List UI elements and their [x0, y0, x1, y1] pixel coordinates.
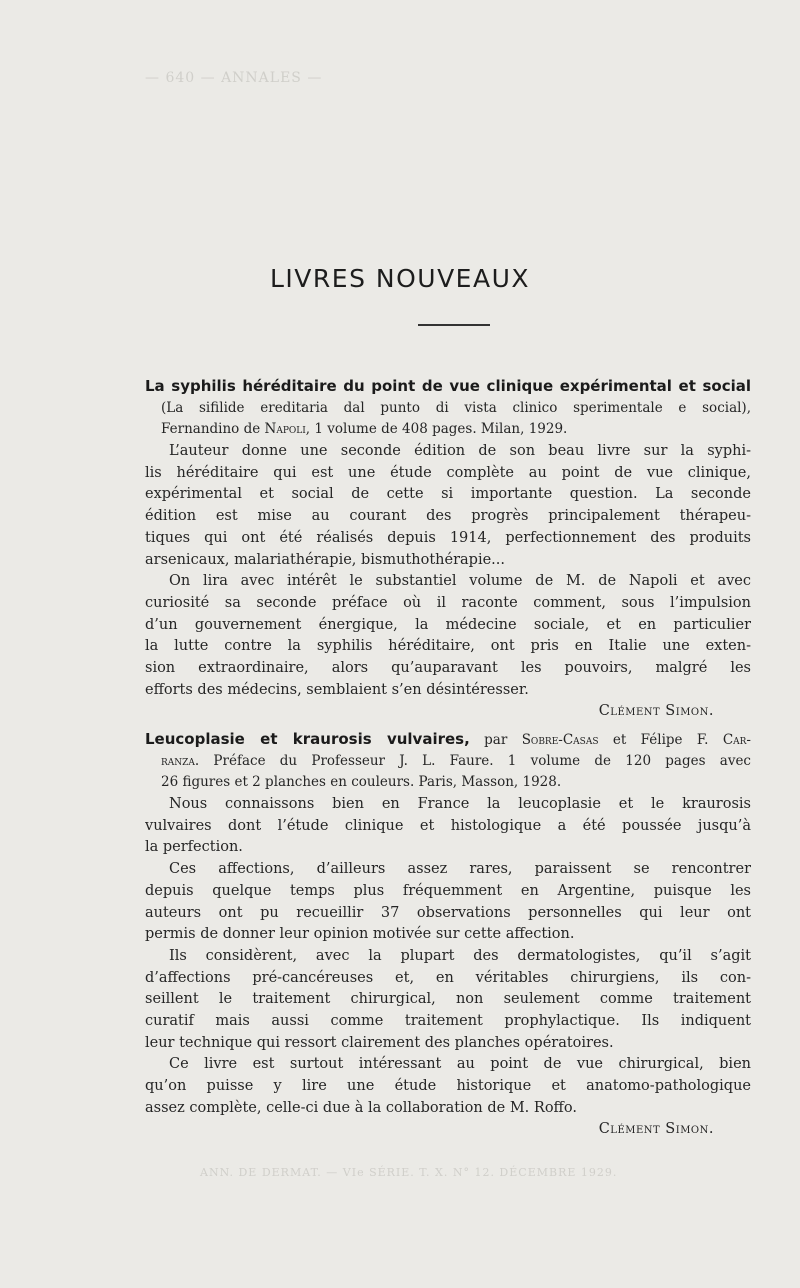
review1-line: sion extraordinaire, alors qu’auparavant les pouvoirs, malgré les — [145, 659, 751, 676]
review2-line: Ces affections, d’ailleurs assez rares, paraissent se rencontrer — [169, 861, 751, 878]
review2-line: seillent le traitement chirurgical, non seulement comme traitement — [145, 991, 751, 1008]
review2-author1: Sobre-Casas — [521, 732, 599, 748]
review2-ref-line3: 26 figures et 2 planches en couleurs. Paris, Masson, 1928. — [161, 774, 562, 791]
reviews — [145, 376, 751, 1141]
section-heading: LIVRES NOUVEAUX — [270, 264, 530, 293]
show-through-footer: ANN. DE DERMAT. — VIe SÉRIE. T. X. N° 12. DÉCEMBRE 1929. — [200, 1166, 618, 1179]
review2-line: leur technique qui ressort clairement des planches opératoires. — [145, 1034, 614, 1051]
review1-line: efforts des médecins, semblaient s’en désintéresser. — [145, 681, 529, 698]
review2-line: assez complète, celle-ci due à la collaboration de M. Roffo. — [145, 1099, 577, 1116]
review2-line: la perfection. — [145, 839, 243, 856]
review1-line: tiques qui ont été réalisés depuis 1914, perfectionnement des produits — [145, 529, 751, 546]
review1-line: édition est mise au courant des progrès principalement thérapeu- — [145, 508, 751, 525]
review1-ref-line2: Fernandino de Napoli, 1 volume de 408 pages. Milan, 1929. — [161, 421, 568, 438]
review1-signature: Clément Simon. — [598, 703, 714, 720]
review2-line: Ils considèrent, avec la plupart des dermatologistes, qu’il s’agit — [169, 947, 751, 964]
review1-line: lis héréditaire qui est une étude complète au point de vue clinique, — [145, 464, 751, 481]
review1-line: curiosité sa seconde préface où il raconte comment, sous l’impulsion — [145, 594, 751, 611]
review1-ref-line1: (La sifilide ereditaria dal punto di vista clinico sperimentale e social), — [161, 399, 751, 416]
review1-title: La syphilis héréditaire du point de vue clinique expérimental et social — [145, 377, 751, 395]
review2-line: qu’on puisse y lire une étude historique et anatomo-pathologique — [145, 1078, 751, 1094]
review2-line: vulvaires dont l’étude clinique et histologique a été poussée jusqu’à — [145, 817, 751, 834]
heading-rule — [418, 324, 490, 326]
review1-line: L’auteur donne une seconde édition de son beau livre sur la syphi- — [169, 443, 751, 460]
review2-ref-line2: ranza. Préface du Professeur J. L. Faure. 1 volume de 120 pages avec — [161, 752, 751, 769]
review2-author2: Car- — [722, 732, 751, 748]
review1-line: arsenicaux, malariathérapie, bismuthothérapie... — [145, 551, 506, 568]
review1-line: expérimental et social de cette si importante question. La seconde — [145, 486, 751, 503]
review2-line: permis de donner leur opinion motivée sur cette affection. — [145, 926, 575, 943]
review2-signature: Clément Simon. — [598, 1121, 714, 1138]
review2-line: d’affections pré-cancéreuses et, en véritables chirurgiens, ils con- — [145, 969, 751, 986]
review2-line: depuis quelque temps plus fréquemment en Argentine, puisque les — [145, 882, 751, 899]
review2-title-line: Leucoplasie et kraurosis vulvaires, par Sobre-Casas et Félipe F. Car- — [145, 730, 751, 748]
review2-line: curatif mais aussi comme traitement prophylactique. Ils indiquent — [145, 1012, 751, 1029]
show-through-header: — 640 — ANNALES — — [145, 70, 323, 86]
review2-line: Nous connaissons bien en France la leucoplasie et le kraurosis — [169, 796, 751, 813]
review1-author: Napoli — [264, 421, 306, 438]
review1-line: d’un gouvernement énergique, la médecine sociale, et en particulier — [145, 616, 751, 633]
review2-title: Leucoplasie et kraurosis vulvaires, — [145, 730, 470, 748]
review2-line: auteurs ont pu recueillir 37 observations personnelles qui leur ont — [145, 904, 751, 921]
review1-line: On lira avec intérêt le substantiel volume de M. de Napoli et avec — [169, 573, 751, 590]
review2-line: Ce livre est surtout intéressant au point de vue chirurgical, bien — [169, 1056, 751, 1073]
review1-line: la lutte contre la syphilis héréditaire, ont pris en Italie une exten- — [145, 638, 751, 655]
